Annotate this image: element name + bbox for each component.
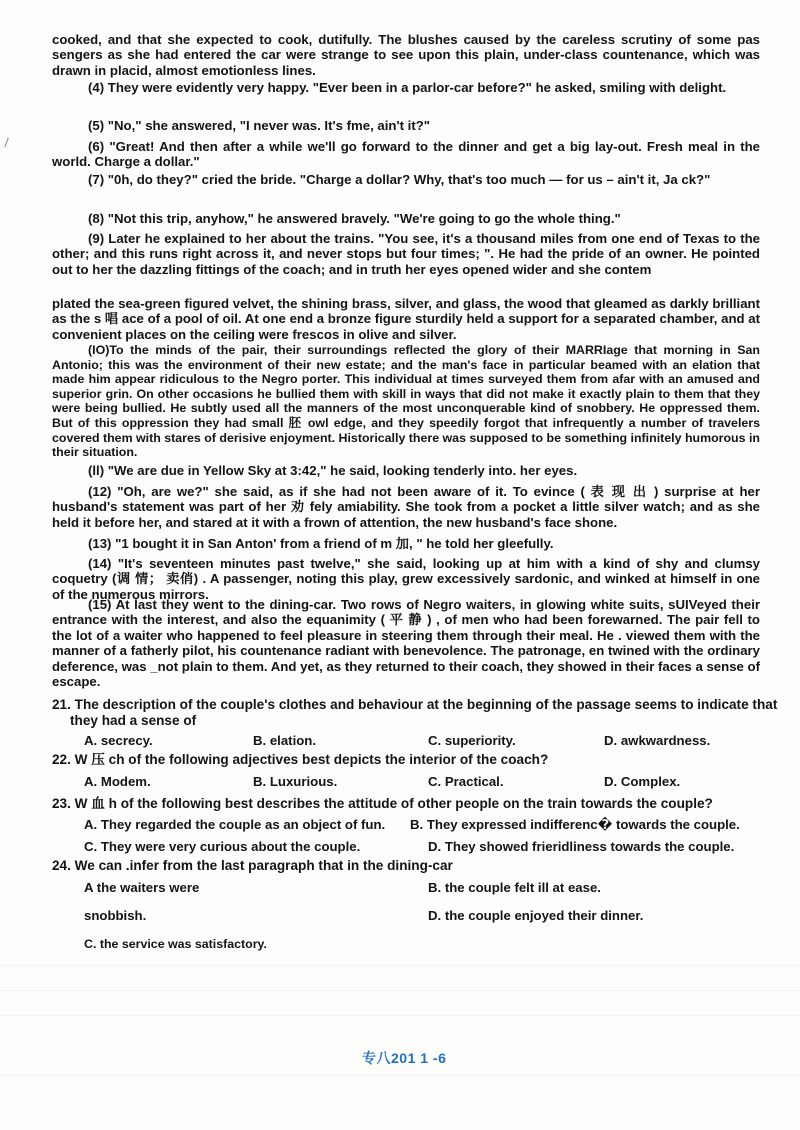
paragraph-12: (12) "Oh, are we?" she said, as if she had not been aware of it. To evince ( 表 现 出 ) surprise at her husband's statement was part of her 劝 fely amiability. She took from a pocket a little silver watch; and as she held it before her, and stared at it with a frown of attention, the new husband's face shone. <box>52 484 760 530</box>
question-23-stem: 23. W 血 h of the following best describes the attitude of other people on the train towards the couple? <box>52 796 713 811</box>
question-22-option-d[interactable]: D. Complex. <box>604 774 681 789</box>
paragraph-6: (6) "Great! And then after a while we'll go forward to the dinner and get a big lay-out. Fresh meal in the world. Charge a dollar." <box>52 139 760 170</box>
question-22-option-b[interactable]: B. Luxurious. <box>253 774 338 789</box>
bleed-through-line <box>0 965 800 966</box>
paragraph-10: (IO)To the minds of the pair, their surroundings reflected the glory of their MARRIage that morning in San Antonio; this was the environment of their new estate; and the man's face in particular beamed with an elation that made him appear ridiculous to the Negro porter. This individual at times surveyed them from afar with an amused and superior grin. On other occasions he bullied them with skill in ways that did not make it exactly plain to them that they were being bullied. He subtly used all the manners of the most unconquerable kind of snobbery. He oppressed them. But of this oppression they had small 胚 owl edge, and they speedily forgot that infrequently a number of travelers covered them with stares of derisive enjoyment. Historically there was supposed to be something infinitely humorous in their situation. <box>52 343 760 460</box>
question-22-stem: 22. W 压 ch of the following adjectives best depicts the interior of the coach? <box>52 752 549 767</box>
question-24-option-a[interactable]: A the waiters were <box>84 880 200 895</box>
question-22-option-c[interactable]: C. Practical. <box>428 774 504 789</box>
question-23-option-d[interactable]: D. They showed frieridliness towards the couple. <box>428 839 735 854</box>
bleed-through-line <box>0 1015 800 1016</box>
question-24-options-row3 <box>68 937 768 955</box>
question-23-option-a[interactable]: A. They regarded the couple as an object of fun. <box>84 817 386 832</box>
question-23-option-b[interactable]: B. They expressed indifferenc� towards the couple. <box>410 817 740 832</box>
passage-intro: cooked, and that she expected to cook, dutifully. The blushes caused by the careless scrutiny of some pas sengers as she had entered the car were strange to see upon this plain, under-class countenance, which was drawn in placid, almost emotionless lines. <box>52 32 760 78</box>
question-24-stem: 24. We can .infer from the last paragraph that in the dining-car <box>52 858 453 873</box>
question-22-option-a[interactable]: A. Modem. <box>84 774 151 789</box>
question-21-option-c[interactable]: C. superiority. <box>428 733 516 748</box>
question-24-option-c[interactable]: C. the service was satisfactory. <box>84 937 267 951</box>
question-24-option-d[interactable]: D. the couple enjoyed their dinner. <box>428 908 644 923</box>
paragraph-7: (7) "0h, do they?" cried the bride. "Charge a dollar? Why, that's too much — for us – ain't it, Ja ck?" <box>88 172 711 187</box>
paragraph-4: (4) They were evidently very happy. "Ever been in a parlor-car before?" he asked, smiling with delight. <box>88 80 727 95</box>
question-21-stem: 21. The description of the couple's clothes and behaviour at the beginning of the passage seems to indicate that they had a sense of <box>52 697 778 728</box>
paragraph-9-continued: plated the sea-green figured velvet, the shining brass, silver, and glass, the wood that gleamed as darkly brilliant as the s 唱 ace of a pool of oil. At one end a bronze figure sturdily held a support for a separated chamber, and at convenient places on the ceiling were frescos in olive and silver. <box>52 296 760 342</box>
paragraph-5: (5) "No," she answered, "I never was. It's fme, ain't it?" <box>88 118 431 133</box>
page-footer-code: 专八201 1 -6 <box>362 1050 447 1066</box>
question-24-options-row2 <box>68 908 768 926</box>
paragraph-8: (8) "Not this trip, anyhow," he answered bravely. "We're going to go the whole thing." <box>88 211 621 226</box>
question-24-option-a-continued: snobbish. <box>84 908 147 923</box>
question-23-option-c[interactable]: C. They were very curious about the couple. <box>84 839 361 854</box>
question-23-options-row2 <box>68 839 768 857</box>
question-21-option-b[interactable]: B. elation. <box>253 733 317 748</box>
question-21-option-a[interactable]: A. secrecy. <box>84 733 153 748</box>
bleed-through-line <box>0 1075 800 1076</box>
paragraph-11: (ll) "We are due in Yellow Sky at 3:42," he said, looking tenderly into. her eyes. <box>88 463 578 478</box>
question-21-options <box>68 733 768 751</box>
paragraph-14: (14) "It's seventeen minutes past twelve," she said, looking up at him with a kind of shy and clumsy coquetry (调 情； 卖俏) . A passenger, noting this play, grew excessively sardonic, and winked at himself in one of the numerous mirrors. <box>52 556 760 602</box>
paragraph-9: (9) Later he explained to her about the trains. "You see, it's a thousand miles from one end of Texas to the other; and this runs right across it, and never stops but four times; ". He had the pride of an owner. He pointed out to her the dazzling fittings of the coach; and in truth her eyes opened wider and she contem <box>52 231 760 277</box>
bleed-through-line <box>0 990 800 991</box>
question-21-option-d[interactable]: D. awkwardness. <box>604 733 711 748</box>
question-24-options-row1 <box>68 880 768 898</box>
scan-mark <box>4 138 11 149</box>
question-24-option-b[interactable]: B. the couple felt ill at ease. <box>428 880 601 895</box>
paragraph-15: (15) At last they went to the dining-car. Two rows of Negro waiters, in glowing white suits, sUIVeyed their entrance with the interest, and also the equanimity ( 平 静 ) , of men who had been forewarned. The pair fell to the lot of a waiter who happened to feel pleasure in steering them through their meal. He . viewed them with the manner of a fatherly pilot, his countenance radiant with benevolence. The patronage, en twined with the ordinary deference, was _not plain to them. And yet, as they returned to their coach, they showed in their faces a sense of escape. <box>52 597 760 690</box>
question-23-options-row1 <box>68 817 768 835</box>
paragraph-13: (13) "1 bought it in San Anton' from a friend of m 加, " he told her gleefully. <box>88 536 554 551</box>
question-22-options <box>68 774 768 792</box>
